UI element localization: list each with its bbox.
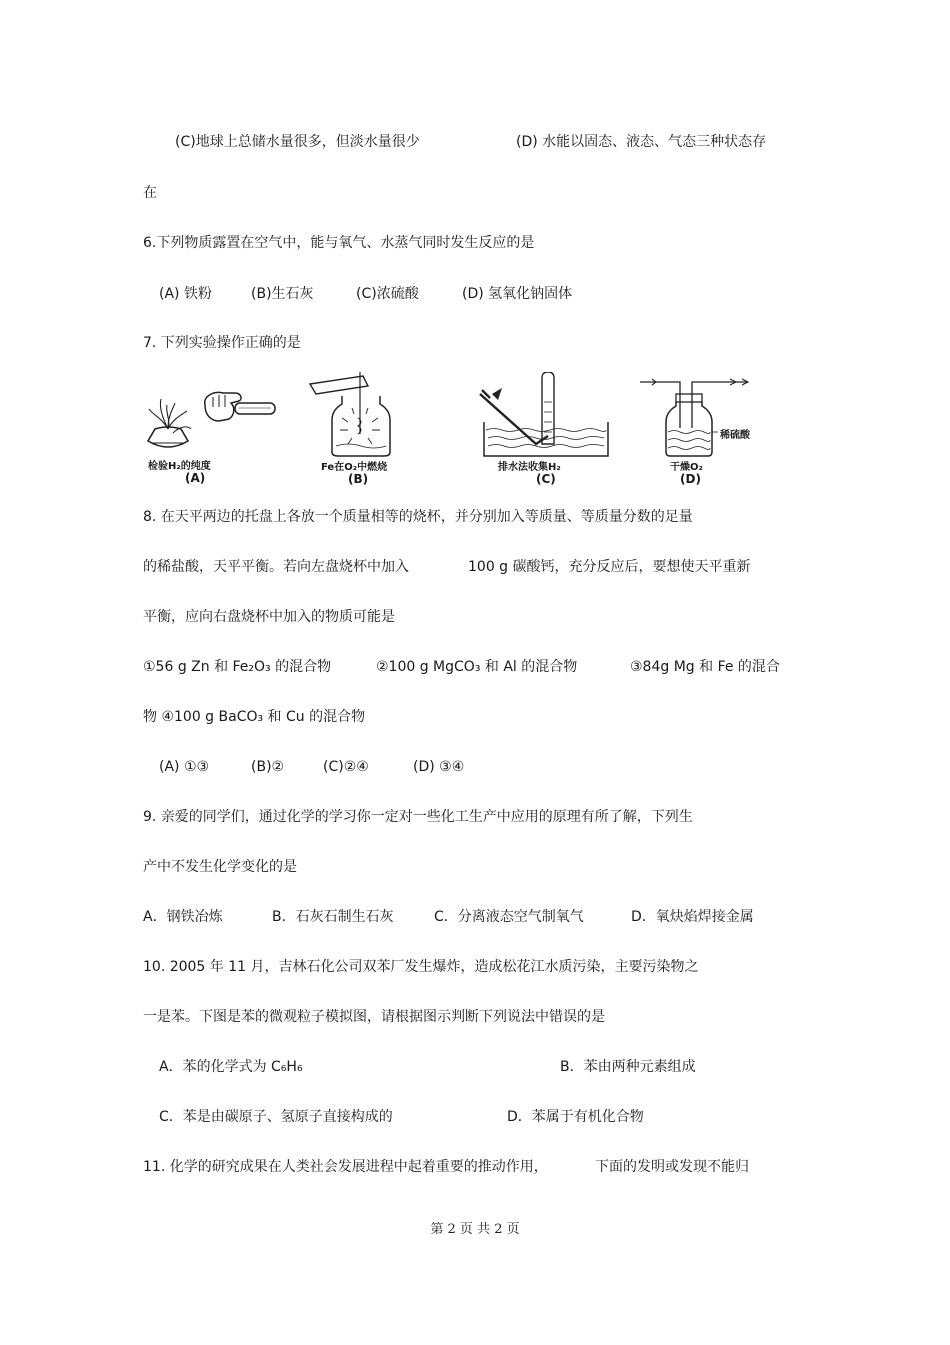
q7-figure-b-caption: Fe在O₂中燃烧 xyxy=(321,462,388,473)
q6-option-a: (A) 铁粉 xyxy=(159,286,212,302)
q6-option-c: (C)浓硫酸 xyxy=(356,286,419,302)
q7-figure-c-label: (C) xyxy=(536,472,556,486)
q5-option-c: (C)地球上总储水量很多，但淡水量很少 xyxy=(175,134,420,150)
gas-drying-bottle-illustration xyxy=(640,372,780,460)
q8-choice-1: ①56 g Zn 和 Fe₂O₃ 的混合物 xyxy=(143,659,332,675)
q8-choice-3: ③84g Mg 和 Fe 的混合 xyxy=(630,659,780,675)
q8-line-3: 平衡，应向右盘烧杯中加入的物质可能是 xyxy=(143,609,395,625)
q8-choice-2: ②100 g MgCO₃ 和 Al 的混合物 xyxy=(376,659,578,675)
q6-stem: 6.下列物质露置在空气中，能与氧气、水蒸气同时发生反应的是 xyxy=(143,235,535,251)
q8-option-a: (A) ①③ xyxy=(159,759,210,775)
q8-line-2-part-b: 100 g 碳酸钙，充分反应后，要想使天平重新 xyxy=(468,559,751,575)
q6-option-d: (D) 氢氧化钠固体 xyxy=(462,286,573,302)
q11-line-1-part-a: 11. 化学的研究成果在人类社会发展进程中起着重要的推动作用， xyxy=(143,1159,548,1175)
hydrogen-purity-test-illustration xyxy=(143,385,283,457)
q9-line-2: 产中不发生化学变化的是 xyxy=(143,859,297,875)
q7-figure-d xyxy=(640,372,780,487)
q11-line-1-part-b: 下面的发明或发现不能归 xyxy=(595,1159,749,1175)
q8-line-1: 8. 在天平两边的托盘上各放一个质量相等的烧杯，并分别加入等质量、等质量分数的足量 xyxy=(143,509,693,525)
q7-figure-a xyxy=(143,385,283,485)
q10-option-b: B．苯由两种元素组成 xyxy=(560,1059,696,1075)
q8-option-b: (B)② xyxy=(251,759,285,775)
q9-option-c: C．分离液态空气制氧气 xyxy=(434,909,584,925)
q8-option-c: (C)②④ xyxy=(323,759,369,775)
iron-burning-in-oxygen-illustration xyxy=(308,372,418,460)
q8-line-2-part-a: 的稀盐酸，天平平衡。若向左盘烧杯中加入 xyxy=(143,559,409,575)
q10-option-c: C．苯是由碳原子、氢原子直接构成的 xyxy=(159,1109,393,1125)
q7-figure-a-label: (A) xyxy=(185,471,206,485)
q9-option-b: B．石灰石制生石灰 xyxy=(272,909,394,925)
q8-option-d: (D) ③④ xyxy=(413,759,465,775)
q7-stem: 7. 下列实验操作正确的是 xyxy=(143,335,301,351)
q7-figure-c-caption: 排水法收集H₂ xyxy=(498,462,561,473)
q6-option-b: (B)生石灰 xyxy=(251,286,314,302)
q9-line-1: 9. 亲爱的同学们，通过化学的学习你一定对一些化工生产中应用的原理有所了解，下列生 xyxy=(143,809,693,825)
q10-line-2: 一是苯。下图是苯的微观粒子模拟图，请根据图示判断下列说法中错误的是 xyxy=(143,1009,605,1025)
q7-figure-a-caption: 检验H₂的纯度 xyxy=(148,461,211,472)
q7-figure-b xyxy=(308,372,418,487)
q7-figure-c xyxy=(478,372,613,487)
q7-figure-b-label: (B) xyxy=(348,472,369,486)
q10-line-1: 10. 2005 年 11 月，吉林石化公司双苯厂发生爆炸，造成松花江水质污染，主要污染物之 xyxy=(143,959,699,975)
q7-figure-d-reagent: 稀硫酸 xyxy=(720,430,750,441)
q7-figure-d-caption: 干燥O₂ xyxy=(670,462,703,473)
q9-option-a: A．钢铁冶炼 xyxy=(143,909,223,925)
q8-line-5: 物 ④100 g BaCO₃ 和 Cu 的混合物 xyxy=(143,709,366,725)
water-displacement-collection-illustration xyxy=(478,372,613,460)
q7-figure-d-label: (D) xyxy=(680,472,701,486)
q9-option-d: D．氧炔焰焊接金属 xyxy=(631,909,754,925)
q10-option-d: D．苯属于有机化合物 xyxy=(507,1109,644,1125)
page-footer: 第 2 页 共 2 页 xyxy=(430,1222,520,1237)
q5-wrap-text: 在 xyxy=(143,185,157,201)
q10-option-a: A．苯的化学式为 C₆H₆ xyxy=(159,1059,303,1075)
q5-option-d: (D) 水能以固态、液态、气态三种状态存 xyxy=(516,134,767,150)
